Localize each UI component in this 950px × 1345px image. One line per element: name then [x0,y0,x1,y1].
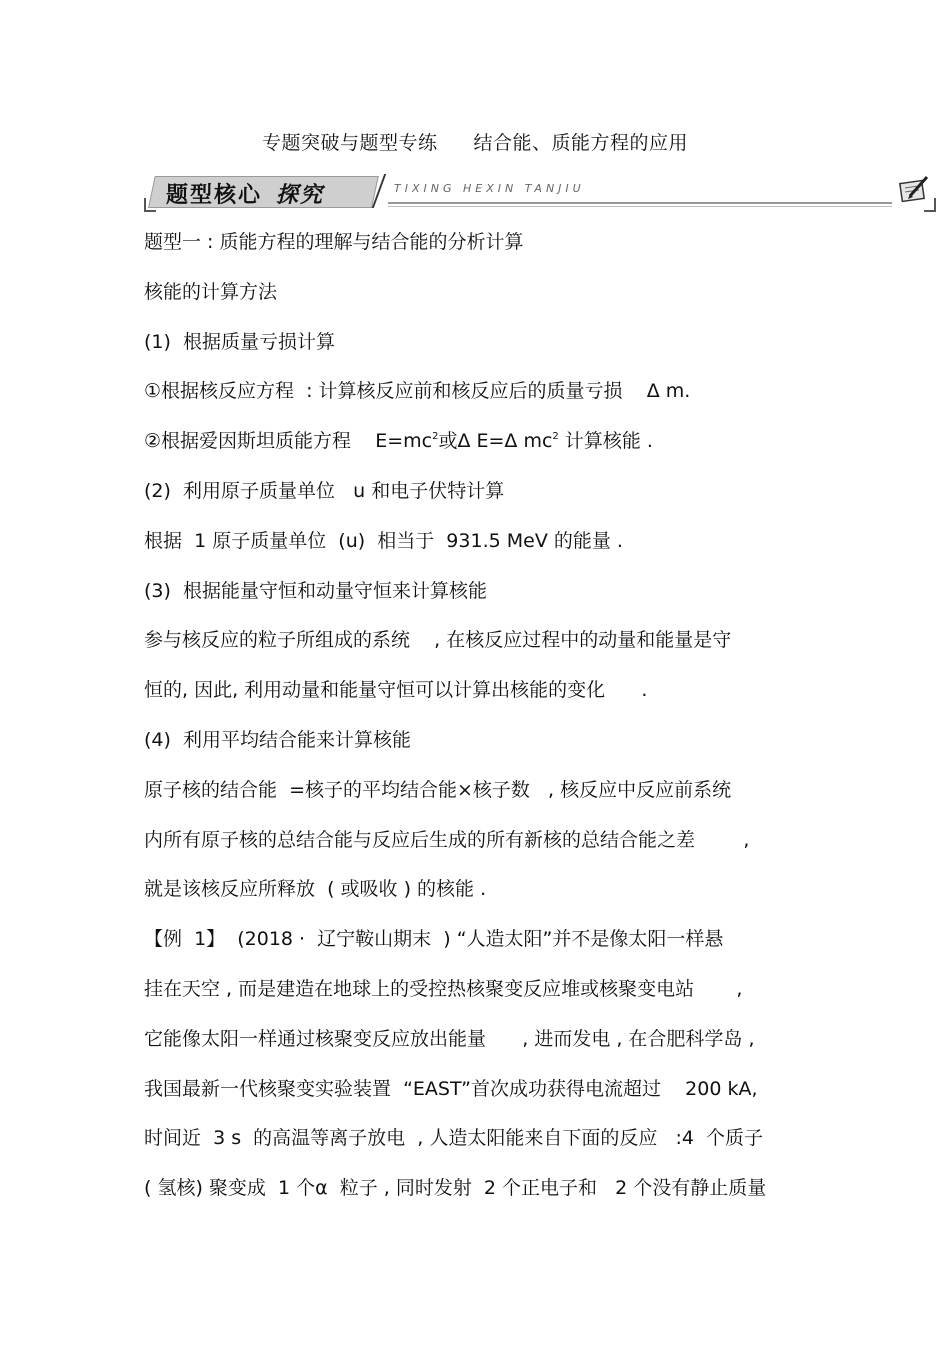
line-2: 核能的计算方法 [144,281,278,303]
line-10: 恒的, 因此, 利用动量和能量守恒可以计算出核能的变化 . [144,679,648,701]
banner-rule-thin [388,206,892,207]
line-4: ①根据核反应方程 : 计算核反应前和核反应后的质量亏损 Δ m. [144,380,691,402]
line-3: (1) 根据质量亏损计算 [144,331,335,353]
line-13: 内所有原子核的总结合能与反应后生成的所有新核的总结合能之差 , [144,829,750,851]
line-5 [144,428,653,454]
notepad-pencil-icon [898,174,930,204]
eq-tail: 计算核能 . [558,430,653,452]
banner-label [166,178,324,209]
section-banner [148,172,938,212]
banner-rule [388,202,892,204]
line-8: (3) 根据能量守恒和动量守恒来计算核能 [144,580,487,602]
line-12: 原子核的结合能 =核子的平均结合能×核子数 , 核反应中反应前系统 [144,779,732,801]
banner-label-b: 探究 [276,182,325,208]
title-left: 专题突破与题型专练 [261,132,438,154]
page-title [0,128,950,155]
title-right: 结合能、质能方程的应用 [473,132,689,154]
eq-sup: 2 [432,431,439,442]
line-18: 我国最新一代核聚变实验装置 “EAST”首次成功获得电流超过 200 kA, [144,1078,758,1100]
line-20: ( 氢核) 聚变成 1 个α 粒子 , 同时发射 2 个正电子和 2 个没有静止质量 [144,1177,767,1199]
eq-head: ②根据爱因斯坦质能方程 E=mc [144,430,433,452]
line-14: 就是该核反应所释放 ( 或吸收 ) 的核能 . [144,878,487,900]
eq-mid: 或Δ E=Δ mc [438,430,553,452]
line-17: 它能像太阳一样通过核聚变反应放出能量 , 进而发电 , 在合肥科学岛 , [144,1028,755,1050]
banner-pinyin: TIXING HEXIN TANJIU [394,182,585,195]
line-16: 挂在天空 , 而是建造在地球上的受控热核聚变反应堆或核聚变电站 , [144,978,743,1000]
line-11: (4) 利用平均结合能来计算核能 [144,729,411,751]
line-19: 时间近 3 s 的高温等离子放电 , 人造太阳能来自下面的反应 :4 个质子 [144,1127,764,1149]
line-9: 参与核反应的粒子所组成的系统 , 在核反应过程中的动量和能量是守 [144,629,732,651]
line-6: (2) 利用原子质量单位 u 和电子伏特计算 [144,480,505,502]
eq-sup2: 2 [552,431,559,442]
line-7: 根据 1 原子质量单位 (u) 相当于 931.5 MeV 的能量 . [144,530,623,552]
line-15: 【例 1】 (2018 · 辽宁鞍山期末 ) “人造太阳”并不是像太阳一样悬 [144,928,724,950]
banner-label-a: 题型核心 [166,182,263,208]
line-1: 题型一 : 质能方程的理解与结合能的分析计算 [144,231,524,253]
